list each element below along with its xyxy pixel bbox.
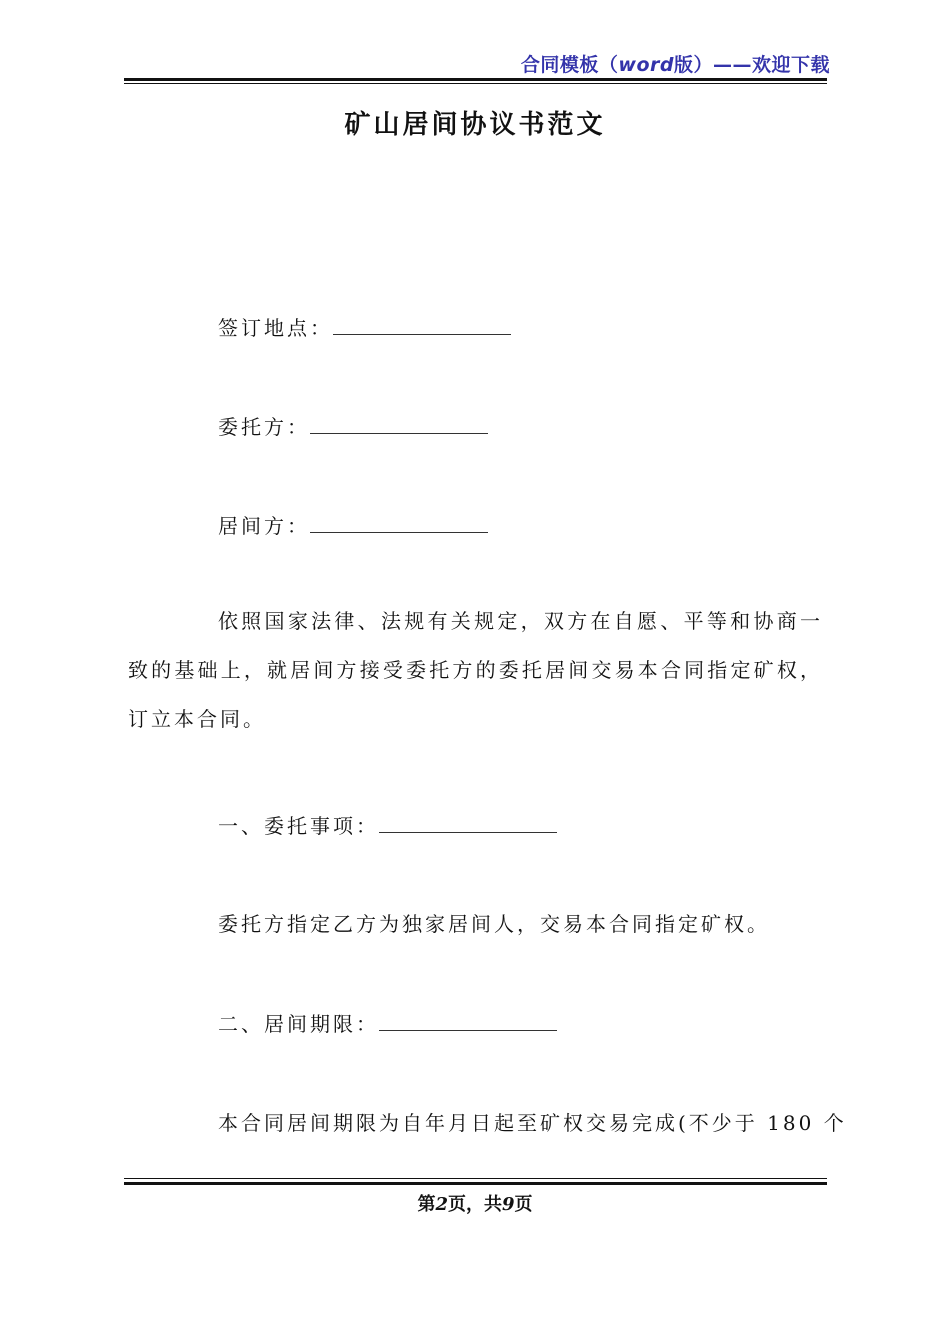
section1-heading-line (218, 810, 557, 839)
footer-suffix: 页 (514, 1194, 533, 1215)
intermediary-blank (310, 514, 488, 533)
sign-place-line (218, 312, 511, 341)
page-header (521, 50, 830, 77)
footer-total-pages: 9 (502, 1194, 515, 1215)
intermediary-label: 居间方： (218, 514, 310, 538)
section2-heading: 二、居间期限： (218, 1012, 379, 1036)
section1-heading: 一、委托事项： (218, 814, 379, 838)
preamble-paragraph: 依照国家法律、法规有关规定，双方在自愿、平等和协商一致的基础上，就居间方接受委托方的委托居间交易本合同指定矿权，订立本合同。 (128, 609, 823, 731)
client-label: 委托方： (218, 415, 310, 439)
footer-rule-thin (124, 1178, 827, 1179)
header-suffix: 版）——欢迎下载 (673, 54, 830, 76)
header-prefix: 合同模板（ (520, 54, 619, 76)
header-word: word (618, 54, 674, 76)
section2-body: 本合同居间期限为自年月日起至矿权交易完成(不少于 180 个 (218, 1111, 847, 1135)
section2-heading-line (218, 1008, 557, 1037)
header-rule-thick (124, 78, 827, 81)
header-rule-thin (124, 83, 827, 84)
footer-page-number: 2 (435, 1194, 448, 1215)
section2-blank (379, 1012, 557, 1031)
section1-body: 委托方指定乙方为独家居间人，交易本合同指定矿权。 (218, 912, 770, 936)
footer-prefix: 第 (417, 1194, 436, 1215)
sign-place-label: 签订地点： (218, 316, 333, 340)
sign-place-blank (333, 316, 511, 335)
client-blank (310, 415, 488, 434)
footer-middle: 页，共 (448, 1194, 502, 1215)
document-title: 矿山居间协议书范文 (344, 110, 606, 140)
client-line (218, 411, 488, 440)
intermediary-line (218, 510, 488, 539)
page-footer (0, 1190, 950, 1216)
section1-blank (379, 814, 557, 833)
footer-rule-thick (124, 1182, 827, 1185)
